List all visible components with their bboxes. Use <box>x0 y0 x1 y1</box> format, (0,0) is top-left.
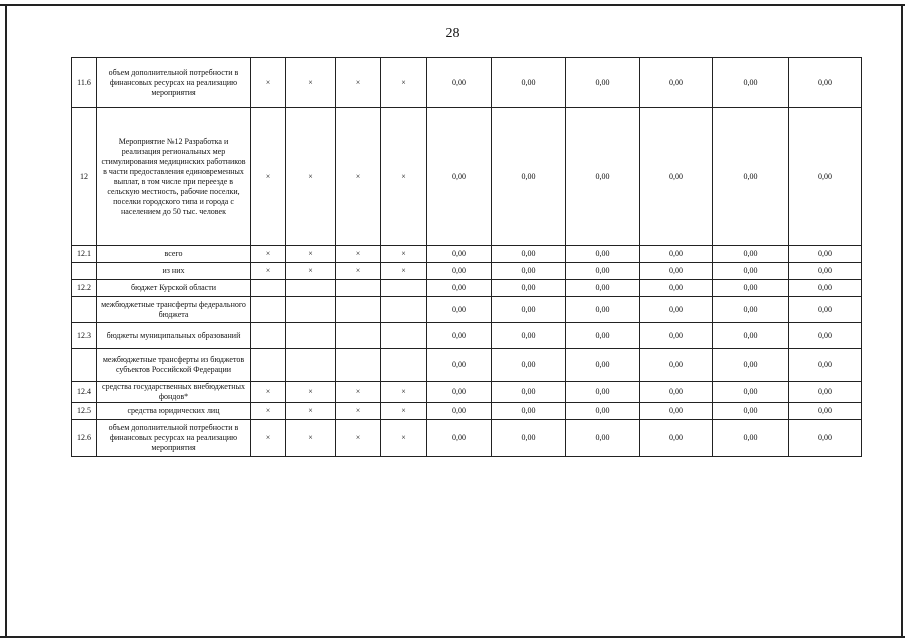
cell-marker <box>251 280 286 297</box>
cell-marker: × <box>381 246 427 263</box>
cell-marker: × <box>251 420 286 457</box>
cell-marker <box>381 280 427 297</box>
cell-marker: × <box>381 263 427 280</box>
cell-value: 0,00 <box>492 349 566 382</box>
cell-value: 0,00 <box>566 263 640 280</box>
cell-value: 0,00 <box>492 420 566 457</box>
cell-marker: × <box>336 263 381 280</box>
page-number: 28 <box>445 26 460 41</box>
cell-value: 0,00 <box>640 108 713 246</box>
cell-marker <box>251 297 286 323</box>
cell-value: 0,00 <box>789 297 862 323</box>
cell-value: 0,00 <box>713 323 789 349</box>
cell-value: 0,00 <box>789 246 862 263</box>
cell-marker <box>381 297 427 323</box>
cell-value: 0,00 <box>427 382 492 403</box>
cell-value: 0,00 <box>713 58 789 108</box>
cell-marker <box>286 297 336 323</box>
cell-marker <box>336 323 381 349</box>
row-description: межбюджетные трансферты из бюджетов субъектов Российской Федерации <box>97 349 251 382</box>
cell-marker: × <box>286 403 336 420</box>
cell-marker <box>251 349 286 382</box>
row-description: бюджеты муниципальных образований <box>97 323 251 349</box>
cell-marker: × <box>251 403 286 420</box>
cell-marker <box>381 323 427 349</box>
cell-value: 0,00 <box>713 382 789 403</box>
cell-value: 0,00 <box>566 297 640 323</box>
row-description: средства юридических лиц <box>97 403 251 420</box>
cell-value: 0,00 <box>640 420 713 457</box>
cell-value: 0,00 <box>492 108 566 246</box>
row-description: межбюджетные трансферты федерального бюджета <box>97 297 251 323</box>
cell-marker <box>336 297 381 323</box>
cell-marker: × <box>381 420 427 457</box>
cell-marker: × <box>336 108 381 246</box>
cell-value: 0,00 <box>640 382 713 403</box>
cell-marker: × <box>286 382 336 403</box>
cell-marker: × <box>286 58 336 108</box>
cell-value: 0,00 <box>640 403 713 420</box>
table-row <box>72 297 862 323</box>
cell-value: 0,00 <box>427 349 492 382</box>
cell-value: 0,00 <box>492 58 566 108</box>
cell-value: 0,00 <box>640 58 713 108</box>
table-row <box>72 280 862 297</box>
table-row <box>72 403 862 420</box>
cell-value: 0,00 <box>492 246 566 263</box>
row-description: всего <box>97 246 251 263</box>
cell-value: 0,00 <box>566 58 640 108</box>
row-number <box>72 263 97 280</box>
cell-marker <box>286 349 336 382</box>
scan-border-right <box>901 4 903 636</box>
row-number: 12.5 <box>72 403 97 420</box>
cell-value: 0,00 <box>713 246 789 263</box>
row-number <box>72 349 97 382</box>
cell-value: 0,00 <box>789 263 862 280</box>
table-row <box>72 323 862 349</box>
table-row <box>72 349 862 382</box>
cell-value: 0,00 <box>566 246 640 263</box>
cell-value: 0,00 <box>566 280 640 297</box>
cell-value: 0,00 <box>427 280 492 297</box>
row-description: бюджет Курской области <box>97 280 251 297</box>
cell-marker: × <box>251 108 286 246</box>
cell-marker: × <box>336 58 381 108</box>
cell-value: 0,00 <box>492 263 566 280</box>
cell-value: 0,00 <box>427 420 492 457</box>
scan-border-bottom <box>0 636 905 638</box>
cell-value: 0,00 <box>492 280 566 297</box>
cell-marker: × <box>286 420 336 457</box>
cell-marker <box>251 323 286 349</box>
cell-value: 0,00 <box>713 263 789 280</box>
cell-value: 0,00 <box>640 263 713 280</box>
table-body <box>72 58 862 457</box>
cell-value: 0,00 <box>427 58 492 108</box>
cell-marker: × <box>251 263 286 280</box>
cell-value: 0,00 <box>713 403 789 420</box>
cell-value: 0,00 <box>566 349 640 382</box>
cell-value: 0,00 <box>427 297 492 323</box>
row-description: Мероприятие №12 Разработка и реализация региональных мер стимулирования медицинских работников в части предоставления единовременных выплат, в том числе при переезде в сельскую местность, рабочие поселки, поселки городского типа и города с населением до 50 тыс. человек <box>97 108 251 246</box>
cell-value: 0,00 <box>427 263 492 280</box>
cell-value: 0,00 <box>789 382 862 403</box>
table-row <box>72 420 862 457</box>
cell-value: 0,00 <box>640 349 713 382</box>
cell-value: 0,00 <box>789 420 862 457</box>
cell-value: 0,00 <box>713 297 789 323</box>
table-row <box>72 382 862 403</box>
cell-value: 0,00 <box>492 297 566 323</box>
row-number: 12.6 <box>72 420 97 457</box>
row-number: 12.2 <box>72 280 97 297</box>
cell-value: 0,00 <box>789 108 862 246</box>
cell-value: 0,00 <box>640 323 713 349</box>
cell-value: 0,00 <box>789 58 862 108</box>
cell-value: 0,00 <box>713 349 789 382</box>
cell-value: 0,00 <box>566 323 640 349</box>
scan-border-top <box>0 4 905 6</box>
cell-value: 0,00 <box>492 323 566 349</box>
cell-value: 0,00 <box>789 323 862 349</box>
cell-marker: × <box>381 403 427 420</box>
cell-value: 0,00 <box>713 108 789 246</box>
row-description: объем дополнительной потребности в финансовых ресурсах на реализацию мероприятия <box>97 420 251 457</box>
cell-value: 0,00 <box>789 403 862 420</box>
table-row <box>72 246 862 263</box>
cell-value: 0,00 <box>640 297 713 323</box>
row-description: объем дополнительной потребности в финансовых ресурсах на реализацию мероприятия <box>97 58 251 108</box>
cell-value: 0,00 <box>492 382 566 403</box>
cell-marker <box>336 280 381 297</box>
cell-marker: × <box>381 382 427 403</box>
row-number <box>72 297 97 323</box>
cell-value: 0,00 <box>640 280 713 297</box>
cell-marker <box>381 349 427 382</box>
cell-marker <box>336 349 381 382</box>
cell-marker: × <box>336 403 381 420</box>
cell-value: 0,00 <box>427 246 492 263</box>
cell-marker: × <box>286 246 336 263</box>
cell-marker: × <box>381 108 427 246</box>
cell-value: 0,00 <box>427 323 492 349</box>
cell-marker: × <box>336 382 381 403</box>
scan-border-left <box>5 4 7 636</box>
row-number: 12.4 <box>72 382 97 403</box>
cell-marker: × <box>336 420 381 457</box>
row-description: из них <box>97 263 251 280</box>
cell-marker <box>286 323 336 349</box>
cell-value: 0,00 <box>566 108 640 246</box>
cell-value: 0,00 <box>789 349 862 382</box>
row-number: 11.6 <box>72 58 97 108</box>
table-row <box>72 58 862 108</box>
cell-value: 0,00 <box>427 403 492 420</box>
cell-marker: × <box>381 58 427 108</box>
table-row <box>72 263 862 280</box>
table-row <box>72 108 862 246</box>
cell-marker: × <box>251 382 286 403</box>
cell-marker: × <box>286 263 336 280</box>
cell-marker <box>286 280 336 297</box>
cell-marker: × <box>286 108 336 246</box>
cell-marker: × <box>251 58 286 108</box>
budget-table <box>71 57 862 457</box>
row-number: 12.1 <box>72 246 97 263</box>
row-number: 12 <box>72 108 97 246</box>
cell-marker: × <box>336 246 381 263</box>
cell-value: 0,00 <box>492 403 566 420</box>
row-description: средства государственных внебюджетных фондов* <box>97 382 251 403</box>
cell-value: 0,00 <box>566 420 640 457</box>
cell-value: 0,00 <box>427 108 492 246</box>
row-number: 12.3 <box>72 323 97 349</box>
cell-value: 0,00 <box>713 420 789 457</box>
cell-value: 0,00 <box>566 403 640 420</box>
cell-marker: × <box>251 246 286 263</box>
cell-value: 0,00 <box>640 246 713 263</box>
cell-value: 0,00 <box>566 382 640 403</box>
cell-value: 0,00 <box>713 280 789 297</box>
cell-value: 0,00 <box>789 280 862 297</box>
